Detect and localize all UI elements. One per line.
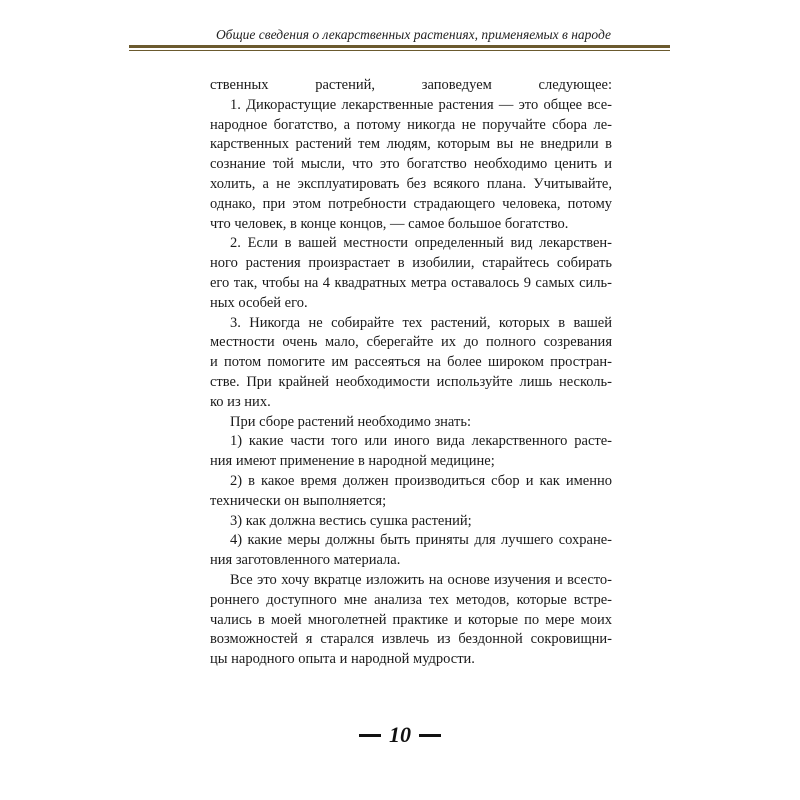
text-line: 1. Дикорастущие лекарственные растения — это общее все- [230, 96, 612, 113]
text-line: При сборе растений необходимо знать: [230, 413, 471, 430]
text-line: ного растения произрастает в изобилии, старайтесь собирать [210, 255, 612, 272]
text-line: стве. При крайней необходимости используйте лишь несколь- [210, 373, 612, 390]
text-line: ных особей его. [210, 294, 308, 311]
text-line: что человек, в конце концов, — самое большое богатство. [210, 215, 569, 232]
text-line: и потом помогите им рассеяться на более широком простран- [210, 354, 612, 371]
text-line: 2. Если в вашей местности определенный вид лекарствен- [230, 235, 612, 252]
text-line: возможностей я старался извлечь из бездонной сокровищни- [210, 631, 612, 648]
text-line: однако, при этом потребности страдающего человека, потому [210, 195, 612, 212]
text-line: Все это хочу вкратце изложить на основе изучения и всесто- [230, 571, 612, 588]
text-line: ко из них. [210, 393, 271, 410]
text-line: 2) в какое время должен производиться сбор и как именно [230, 472, 612, 489]
page-number [0, 722, 800, 748]
text-line: чались в моей многолетней практике и которые по мере моих [210, 611, 612, 628]
text-line: ния имеют применение в народной медицине; [210, 453, 495, 470]
header-rule-thin [129, 50, 670, 51]
text-line: технически он выполняется; [210, 492, 387, 509]
text-line: ния заготовленного материала. [210, 552, 401, 569]
page-number-value: 10 [389, 722, 411, 747]
text-line: его так, чтобы на 4 квадратных метра оставалось 9 самых силь- [210, 274, 612, 291]
running-header-title: Общие сведения о лекарственных растениях, применяемых в народе [215, 27, 611, 42]
text-line: народное богатство, а потому никогда не поручайте сбора ле- [210, 116, 612, 133]
text-line: местности очень мало, сберегайте их до полного созревания [210, 334, 612, 351]
text-line: холить, а не эксплуатировать без всякого плана. Учитывайте, [210, 175, 612, 192]
folio-dash-right [419, 734, 441, 737]
text-line: ственных растений, заповедуем следующее: [210, 77, 612, 93]
text-line: 1) какие части того или иного вида лекарственного расте- [230, 433, 612, 450]
text-line: цы народного опыта и народной мудрости. [210, 651, 475, 668]
text-line: 4) какие меры должны быть приняты для лучшего сохране- [230, 532, 612, 549]
text-line: 3. Никогда не собирайте тех растений, которых в вашей [230, 314, 612, 331]
body-text [210, 76, 612, 670]
text-line: карственных растений тем людям, которым вы не внедрили в [210, 136, 612, 153]
text-line: роннего доступного мне анализа тех методов, которые встре- [210, 591, 612, 608]
header-rule-thick [129, 45, 670, 48]
text-line: 3) как должна вестись сушка растений; [230, 512, 472, 529]
folio-dash-left [359, 734, 381, 737]
text-line: сознание той мысли, что это богатство необходимо ценить и [210, 156, 612, 173]
